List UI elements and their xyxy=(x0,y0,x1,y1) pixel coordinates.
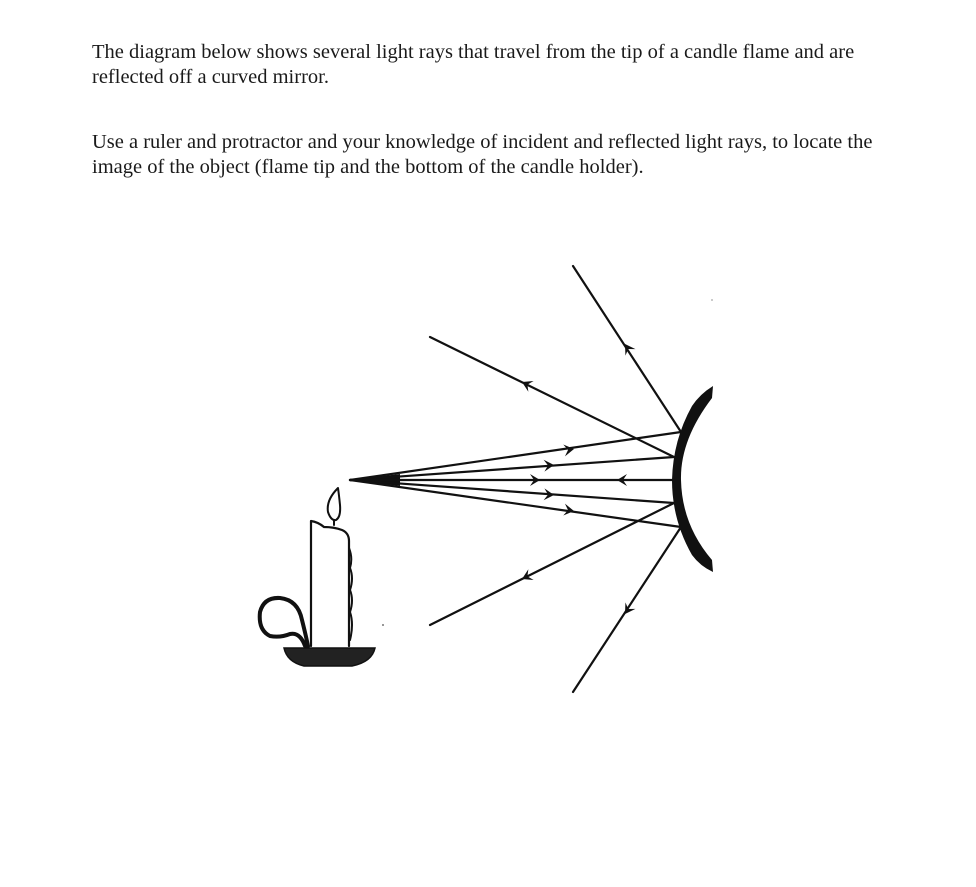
reflected-ray-2 xyxy=(430,337,674,457)
speck xyxy=(382,624,384,626)
instruction-paragraph-1: The diagram below shows several light rays that travel from the tip of a candle flame and are reflected off a curved mirror. xyxy=(92,41,855,88)
incident-ray-5 xyxy=(350,480,681,527)
incident-rays xyxy=(350,432,681,527)
flame-icon xyxy=(328,488,340,520)
incident-ray-1 xyxy=(350,432,681,480)
concave-mirror xyxy=(672,386,713,572)
candle-body xyxy=(311,521,349,646)
reflected-ray-4 xyxy=(430,503,674,625)
speck xyxy=(711,299,713,301)
candle-holder-handle xyxy=(260,598,308,646)
arrow-icon xyxy=(519,569,533,584)
incident-ray-4 xyxy=(350,480,674,503)
arrow-icon xyxy=(519,377,533,392)
incident-ray-2 xyxy=(350,457,674,480)
instruction-paragraph-2: Use a ruler and protractor and your knowledge of incident and reflected light rays, to locate the image of the object (flame tip and the bottom of the candle holder). xyxy=(92,131,873,178)
candle-holder-dish xyxy=(284,648,375,666)
candle xyxy=(260,488,352,646)
